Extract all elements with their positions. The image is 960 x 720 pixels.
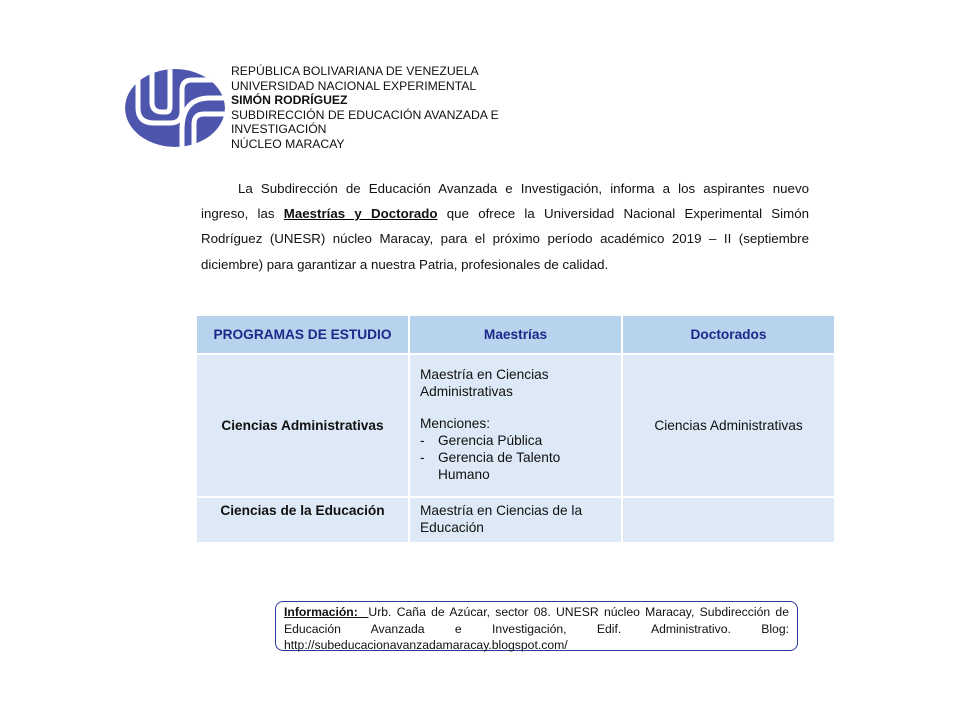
header-line: INVESTIGACIÓN [231, 122, 327, 137]
list-item: - Gerencia de Talento Humano [420, 450, 561, 482]
intro-paragraph [201, 176, 809, 277]
column-header-programs: PROGRAMAS DE ESTUDIO [196, 315, 409, 354]
masters-cell [409, 354, 622, 497]
table-header-row [196, 315, 835, 354]
doctorate-name: Ciencias Administrativas [622, 354, 835, 497]
institution-header [231, 64, 499, 152]
header-line: SUBDIRECCIÓN DE EDUCACIÓN AVANZADA E [231, 107, 499, 122]
list-item: - Gerencia Pública [420, 433, 543, 448]
programs-table [195, 314, 836, 544]
mentions-list [420, 432, 611, 483]
mentions-label: Menciones: [420, 416, 490, 431]
info-box [275, 601, 798, 651]
info-text: Urb. Caña de Azúcar, sector 08. UNESR núcleo Maracay, Subdirección de Educación Avanzada e Investigación, Edif. Administrativo. Blog: http://subeducacionavanzadamaracay.blogspot.com/ [284, 605, 789, 653]
column-header-doctorates: Doctorados [622, 315, 835, 354]
header-line: UNIVERSIDAD NACIONAL EXPERIMENTAL [231, 78, 477, 93]
column-header-masters: Maestrías [409, 315, 622, 354]
info-label: Información: [284, 605, 358, 619]
header-line-bold: SIMÓN RODRÍGUEZ [231, 93, 348, 108]
intro-text: que ofrece la Universidad Nacional Experimental Simón Rodríguez (UNESR) núcleo Maracay, para el próximo período académico 2019 – II (septiembre diciembre) para garantizar a nuestra Patria, profesionales de calidad. [201, 206, 809, 272]
unesr-logo [124, 68, 226, 148]
intro-highlight: Maestrías y Doctorado [283, 206, 438, 222]
doctorate-name [622, 497, 835, 543]
header-line: REPÚBLICA BOLIVARIANA DE VENEZUELA [231, 64, 479, 78]
header-line: NÚCLEO MARACAY [231, 136, 345, 151]
intro-text: La Subdirección de Educación Avanzada e Investigación, informa a los aspirantes nuevo ingreso, las [201, 181, 809, 222]
masters-name: Maestría en Ciencias de la Educación [409, 497, 622, 543]
program-name: Ciencias Administrativas [196, 354, 409, 497]
table-row [196, 497, 835, 543]
program-name: Ciencias de la Educación [196, 497, 409, 543]
table-row [196, 354, 835, 497]
masters-name: Maestría en Ciencias Administrativas [420, 367, 549, 399]
